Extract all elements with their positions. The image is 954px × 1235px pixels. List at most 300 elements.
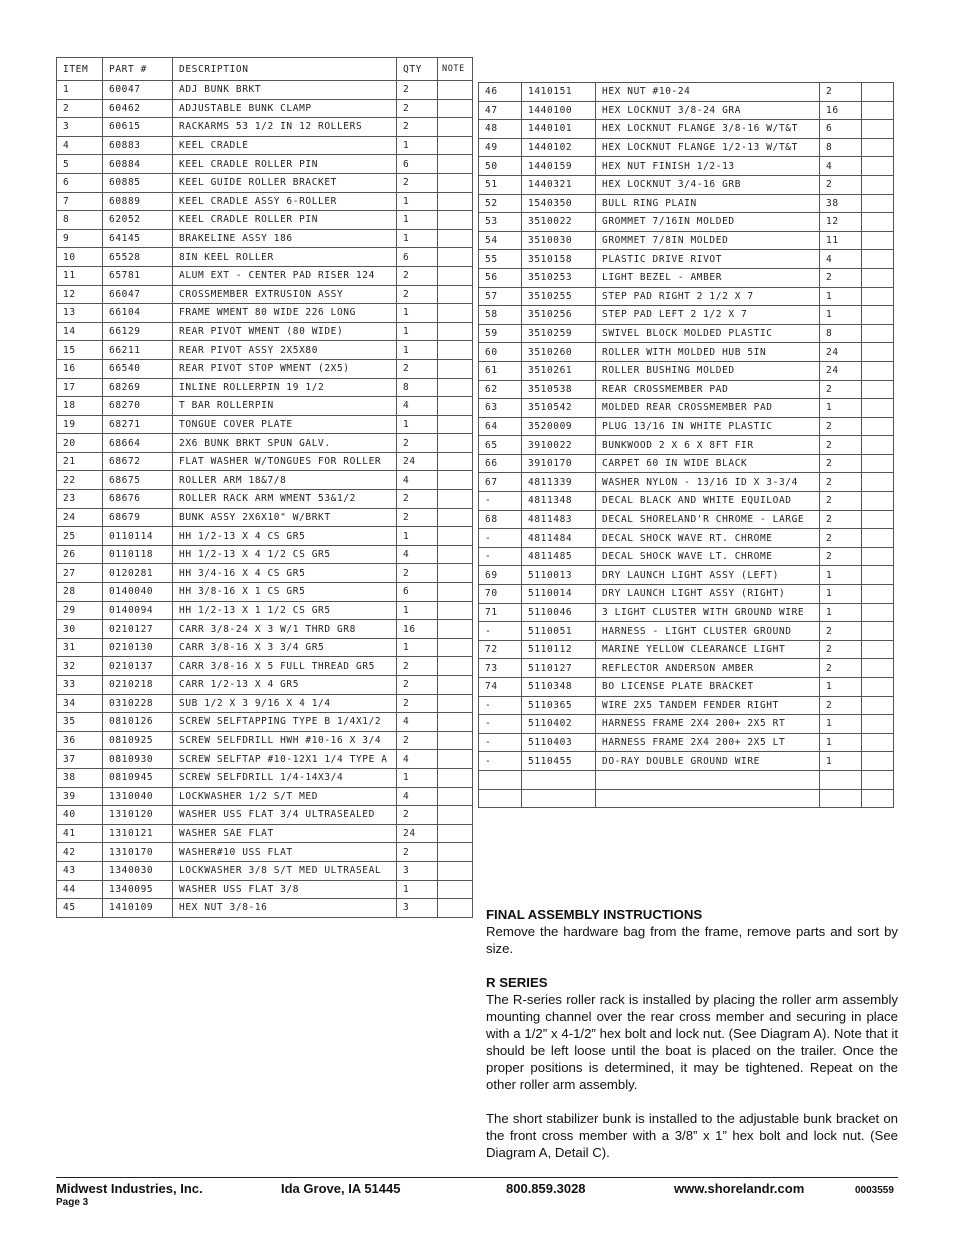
- item-cell: 45: [57, 899, 103, 918]
- note-cell: [862, 399, 894, 418]
- qty-cell: 1: [397, 229, 438, 248]
- table-row: [57, 527, 473, 546]
- note-cell: [862, 380, 894, 399]
- qty-cell: 11: [820, 231, 862, 250]
- part-number-cell: 3510542: [522, 399, 596, 418]
- description-cell: HARNESS FRAME 2X4 200+ 2X5 RT: [596, 715, 820, 734]
- qty-cell: 2: [820, 175, 862, 194]
- qty-cell: 1: [397, 880, 438, 899]
- table-row: [479, 585, 894, 604]
- part-number-cell: 0140094: [103, 601, 173, 620]
- table-row: [479, 770, 894, 789]
- item-cell: -: [479, 715, 522, 734]
- item-cell: -: [479, 752, 522, 771]
- qty-cell: 1: [397, 638, 438, 657]
- item-cell: [479, 789, 522, 808]
- part-number-cell: 68271: [103, 415, 173, 434]
- qty-cell: 2: [397, 508, 438, 527]
- item-cell: -: [479, 492, 522, 511]
- qty-cell: 4: [397, 545, 438, 564]
- description-cell: RACKARMS 53 1/2 IN 12 ROLLERS: [173, 118, 397, 137]
- note-cell: [862, 231, 894, 250]
- description-cell: PLUG 13/16 IN WHITE PLASTIC: [596, 417, 820, 436]
- description-cell: KEEL GUIDE ROLLER BRACKET: [173, 173, 397, 192]
- qty-cell: 1: [397, 322, 438, 341]
- qty-cell: 4: [397, 713, 438, 732]
- part-number-cell: 5110051: [522, 622, 596, 641]
- table-row: [57, 694, 473, 713]
- table-row: [479, 343, 894, 362]
- description-cell: HH 1/2-13 X 1 1/2 CS GR5: [173, 601, 397, 620]
- description-cell: BRAKELINE ASSY 186: [173, 229, 397, 248]
- description-cell: SCREW SELFDRILL HWH #10-16 X 3/4: [173, 731, 397, 750]
- description-cell: HEX LOCKNUT FLANGE 1/2-13 W/T&T: [596, 138, 820, 157]
- qty-cell: 2: [397, 266, 438, 285]
- part-number-cell: 4811348: [522, 492, 596, 511]
- item-cell: 49: [479, 138, 522, 157]
- description-cell: SWIVEL BLOCK MOLDED PLASTIC: [596, 324, 820, 343]
- table-row: [57, 583, 473, 602]
- item-cell: 29: [57, 601, 103, 620]
- part-number-cell: 5110046: [522, 603, 596, 622]
- table-row: [57, 434, 473, 453]
- description-cell: REAR PIVOT ASSY 2X5X80: [173, 341, 397, 360]
- item-cell: 25: [57, 527, 103, 546]
- note-cell: [862, 120, 894, 139]
- note-cell: [438, 620, 473, 639]
- description-cell: [596, 770, 820, 789]
- note-cell: [862, 473, 894, 492]
- qty-cell: [820, 789, 862, 808]
- note-cell: [862, 640, 894, 659]
- item-cell: 39: [57, 787, 103, 806]
- header-note: NOTE: [438, 58, 473, 81]
- part-number-cell: 3510253: [522, 268, 596, 287]
- part-number-cell: 3510260: [522, 343, 596, 362]
- note-cell: [438, 397, 473, 416]
- note-cell: [438, 341, 473, 360]
- note-cell: [438, 490, 473, 509]
- table-row: [479, 510, 894, 529]
- note-cell: [862, 585, 894, 604]
- qty-cell: 2: [820, 454, 862, 473]
- description-cell: CARPET 60 IN WIDE BLACK: [596, 454, 820, 473]
- table-row: [479, 361, 894, 380]
- r-series-paragraph-2: The short stabilizer bunk is installed to the adjustable bunk bracket on the front cross member with a 3/8” x 1” hex bolt and lock nut. (See Diagram A, Detail C).: [486, 1111, 898, 1160]
- item-cell: 14: [57, 322, 103, 341]
- table-row: [57, 843, 473, 862]
- note-cell: [438, 508, 473, 527]
- note-cell: [438, 824, 473, 843]
- note-cell: [438, 248, 473, 267]
- part-number-cell: 0210137: [103, 657, 173, 676]
- table-row: [479, 287, 894, 306]
- part-number-cell: 0310228: [103, 694, 173, 713]
- part-number-cell: 3510255: [522, 287, 596, 306]
- description-cell: WASHER USS FLAT 3/8: [173, 880, 397, 899]
- qty-cell: 8: [397, 378, 438, 397]
- item-cell: 5: [57, 155, 103, 174]
- part-number-cell: 66540: [103, 359, 173, 378]
- table-row: [479, 436, 894, 455]
- description-cell: DECAL SHOCK WAVE LT. CHROME: [596, 547, 820, 566]
- parts-table-left: [56, 57, 473, 918]
- table-row: [57, 118, 473, 137]
- item-cell: 8: [57, 211, 103, 230]
- qty-cell: 4: [397, 471, 438, 490]
- qty-cell: 1: [397, 601, 438, 620]
- item-cell: 38: [57, 768, 103, 787]
- qty-cell: 38: [820, 194, 862, 213]
- table-row: [479, 417, 894, 436]
- qty-cell: 16: [397, 620, 438, 639]
- note-cell: [438, 676, 473, 695]
- table-row: [479, 678, 894, 697]
- note-cell: [438, 99, 473, 118]
- item-cell: 47: [479, 101, 522, 120]
- part-number-cell: 1310120: [103, 806, 173, 825]
- note-cell: [862, 529, 894, 548]
- table-row: [479, 175, 894, 194]
- note-cell: [862, 361, 894, 380]
- description-cell: INLINE ROLLERPIN 19 1/2: [173, 378, 397, 397]
- description-cell: LOCKWASHER 1/2 S/T MED: [173, 787, 397, 806]
- description-cell: 3 LIGHT CLUSTER WITH GROUND WIRE: [596, 603, 820, 622]
- description-cell: CARR 3/8-16 X 3 3/4 GR5: [173, 638, 397, 657]
- part-number-cell: 3510259: [522, 324, 596, 343]
- qty-cell: 4: [397, 787, 438, 806]
- note-cell: [862, 324, 894, 343]
- part-number-cell: 0120281: [103, 564, 173, 583]
- note-cell: [862, 715, 894, 734]
- part-number-cell: 1540350: [522, 194, 596, 213]
- item-cell: 22: [57, 471, 103, 490]
- qty-cell: 2: [397, 99, 438, 118]
- item-cell: 16: [57, 359, 103, 378]
- part-number-cell: 68672: [103, 452, 173, 471]
- note-cell: [438, 527, 473, 546]
- item-cell: 50: [479, 157, 522, 176]
- note-cell: [862, 417, 894, 436]
- item-cell: 19: [57, 415, 103, 434]
- assembly-instructions: [486, 906, 898, 1178]
- qty-cell: 12: [820, 213, 862, 232]
- table-row: [57, 397, 473, 416]
- table-row: [57, 490, 473, 509]
- table-row: [479, 752, 894, 771]
- description-cell: SCREW SELFTAP #10-12X1 1/4 TYPE A: [173, 750, 397, 769]
- table-row: [57, 731, 473, 750]
- item-cell: 70: [479, 585, 522, 604]
- description-cell: LOCKWASHER 3/8 S/T MED ULTRASEAL: [173, 861, 397, 880]
- item-cell: -: [479, 733, 522, 752]
- description-cell: CARR 1/2-13 X 4 GR5: [173, 676, 397, 695]
- part-number-cell: 1310121: [103, 824, 173, 843]
- qty-cell: 2: [397, 694, 438, 713]
- item-cell: 69: [479, 566, 522, 585]
- description-cell: BO LICENSE PLATE BRACKET: [596, 678, 820, 697]
- part-number-cell: 60615: [103, 118, 173, 137]
- table-row: [479, 101, 894, 120]
- qty-cell: 1: [820, 752, 862, 771]
- note-cell: [438, 173, 473, 192]
- description-cell: HEX NUT 3/8-16: [173, 899, 397, 918]
- part-number-cell: 60885: [103, 173, 173, 192]
- qty-cell: 6: [820, 120, 862, 139]
- note-cell: [862, 678, 894, 697]
- qty-cell: 1: [820, 399, 862, 418]
- description-cell: GROMMET 7/8IN MOLDED: [596, 231, 820, 250]
- description-cell: DO-RAY DOUBLE GROUND WIRE: [596, 752, 820, 771]
- note-cell: [438, 471, 473, 490]
- r-series-title: R SERIES: [486, 975, 548, 990]
- header-description: DESCRIPTION: [173, 58, 397, 81]
- note-cell: [862, 306, 894, 325]
- qty-cell: 24: [820, 343, 862, 362]
- description-cell: WIRE 2X5 TANDEM FENDER RIGHT: [596, 696, 820, 715]
- description-cell: KEEL CRADLE ASSY 6-ROLLER: [173, 192, 397, 211]
- part-number-cell: 0210218: [103, 676, 173, 695]
- qty-cell: 1: [397, 527, 438, 546]
- part-number-cell: 0210127: [103, 620, 173, 639]
- note-cell: [862, 287, 894, 306]
- note-cell: [438, 192, 473, 211]
- item-cell: 62: [479, 380, 522, 399]
- item-cell: 9: [57, 229, 103, 248]
- header-qty: QTY: [397, 58, 438, 81]
- item-cell: 30: [57, 620, 103, 639]
- part-number-cell: 5110112: [522, 640, 596, 659]
- item-cell: 43: [57, 861, 103, 880]
- description-cell: DRY LAUNCH LIGHT ASSY (RIGHT): [596, 585, 820, 604]
- item-cell: 65: [479, 436, 522, 455]
- item-cell: 66: [479, 454, 522, 473]
- note-cell: [438, 657, 473, 676]
- item-cell: 52: [479, 194, 522, 213]
- item-cell: 21: [57, 452, 103, 471]
- part-number-cell: 3510158: [522, 250, 596, 269]
- item-cell: 10: [57, 248, 103, 267]
- note-cell: [438, 731, 473, 750]
- qty-cell: 1: [820, 585, 862, 604]
- description-cell: REAR PIVOT STOP WMENT (2X5): [173, 359, 397, 378]
- description-cell: STEP PAD RIGHT 2 1/2 X 7: [596, 287, 820, 306]
- part-number-cell: 68269: [103, 378, 173, 397]
- qty-cell: 2: [397, 285, 438, 304]
- part-number-cell: 3510538: [522, 380, 596, 399]
- item-cell: 56: [479, 268, 522, 287]
- part-number-cell: 66129: [103, 322, 173, 341]
- table-row: [57, 750, 473, 769]
- table-row: [57, 880, 473, 899]
- description-cell: REFLECTOR ANDERSON AMBER: [596, 659, 820, 678]
- table-row: [479, 268, 894, 287]
- description-cell: REAR CROSSMEMBER PAD: [596, 380, 820, 399]
- item-cell: 20: [57, 434, 103, 453]
- part-number-cell: 60883: [103, 136, 173, 155]
- description-cell: ROLLER BUSHING MOLDED: [596, 361, 820, 380]
- note-cell: [438, 452, 473, 471]
- table-row: [479, 120, 894, 139]
- description-cell: KEEL CRADLE ROLLER PIN: [173, 211, 397, 230]
- table-row: [57, 359, 473, 378]
- table-row: [57, 657, 473, 676]
- description-cell: HEX LOCKNUT FLANGE 3/8-16 W/T&T: [596, 120, 820, 139]
- qty-cell: 1: [820, 678, 862, 697]
- description-cell: GROMMET 7/16IN MOLDED: [596, 213, 820, 232]
- qty-cell: 2: [820, 268, 862, 287]
- part-number-cell: 4811339: [522, 473, 596, 492]
- item-cell: 60: [479, 343, 522, 362]
- table-row: [479, 529, 894, 548]
- part-number-cell: 68679: [103, 508, 173, 527]
- item-cell: 35: [57, 713, 103, 732]
- description-cell: [596, 789, 820, 808]
- part-number-cell: 65781: [103, 266, 173, 285]
- item-cell: 53: [479, 213, 522, 232]
- description-cell: SUB 1/2 X 3 9/16 X 4 1/4: [173, 694, 397, 713]
- item-cell: 68: [479, 510, 522, 529]
- footer-city: Ida Grove, IA 51445: [281, 1181, 401, 1196]
- note-cell: [438, 638, 473, 657]
- note-cell: [438, 155, 473, 174]
- note-cell: [438, 768, 473, 787]
- qty-cell: 2: [820, 417, 862, 436]
- item-cell: 74: [479, 678, 522, 697]
- note-cell: [438, 285, 473, 304]
- qty-cell: 6: [397, 155, 438, 174]
- part-number-cell: 1440100: [522, 101, 596, 120]
- note-cell: [862, 268, 894, 287]
- note-cell: [862, 696, 894, 715]
- qty-cell: 1: [397, 304, 438, 323]
- description-cell: HH 1/2-13 X 4 CS GR5: [173, 527, 397, 546]
- qty-cell: 2: [397, 657, 438, 676]
- table-row: [479, 492, 894, 511]
- table-row: [479, 324, 894, 343]
- part-number-cell: [522, 770, 596, 789]
- description-cell: HH 3/8-16 X 1 CS GR5: [173, 583, 397, 602]
- item-cell: 31: [57, 638, 103, 657]
- table-row: [479, 399, 894, 418]
- table-row: [57, 601, 473, 620]
- qty-cell: 3: [397, 899, 438, 918]
- description-cell: DRY LAUNCH LIGHT ASSY (LEFT): [596, 566, 820, 585]
- table-row: [57, 248, 473, 267]
- qty-cell: 6: [397, 583, 438, 602]
- description-cell: CARR 3/8-16 X 5 FULL THREAD GR5: [173, 657, 397, 676]
- note-cell: [438, 806, 473, 825]
- qty-cell: 2: [820, 696, 862, 715]
- qty-cell: 1: [397, 192, 438, 211]
- note-cell: [862, 492, 894, 511]
- qty-cell: 1: [397, 768, 438, 787]
- qty-cell: 1: [397, 211, 438, 230]
- note-cell: [438, 211, 473, 230]
- part-number-cell: 3910170: [522, 454, 596, 473]
- table-row: [479, 306, 894, 325]
- table-row: [57, 322, 473, 341]
- item-cell: [479, 770, 522, 789]
- part-number-cell: 5110402: [522, 715, 596, 734]
- qty-cell: [820, 770, 862, 789]
- item-cell: 18: [57, 397, 103, 416]
- table-row: [57, 81, 473, 100]
- description-cell: MARINE YELLOW CLEARANCE LIGHT: [596, 640, 820, 659]
- item-cell: 40: [57, 806, 103, 825]
- footer-doc-number: 0003559: [855, 1185, 894, 1196]
- part-number-cell: 5110403: [522, 733, 596, 752]
- part-number-cell: 0110114: [103, 527, 173, 546]
- qty-cell: 2: [820, 659, 862, 678]
- item-cell: -: [479, 622, 522, 641]
- table-row: [57, 452, 473, 471]
- note-cell: [862, 101, 894, 120]
- table-row: [57, 787, 473, 806]
- table-row: [57, 861, 473, 880]
- description-cell: HARNESS - LIGHT CLUSTER GROUND: [596, 622, 820, 641]
- qty-cell: 1: [820, 603, 862, 622]
- qty-cell: 2: [820, 510, 862, 529]
- note-cell: [862, 250, 894, 269]
- note-cell: [862, 547, 894, 566]
- qty-cell: 2: [820, 547, 862, 566]
- description-cell: ROLLER RACK ARM WMENT 53&1/2: [173, 490, 397, 509]
- instructions-intro: Remove the hardware bag from the frame, remove parts and sort by size.: [486, 924, 898, 956]
- item-cell: 51: [479, 175, 522, 194]
- part-number-cell: 0810925: [103, 731, 173, 750]
- footer-website: www.shorelandr.com: [674, 1181, 805, 1196]
- qty-cell: 24: [397, 452, 438, 471]
- item-cell: 28: [57, 583, 103, 602]
- note-cell: [862, 770, 894, 789]
- table-row: [479, 547, 894, 566]
- qty-cell: 4: [397, 750, 438, 769]
- qty-cell: 2: [820, 436, 862, 455]
- part-number-cell: 0140040: [103, 583, 173, 602]
- part-number-cell: 1410151: [522, 83, 596, 102]
- note-cell: [438, 899, 473, 918]
- item-cell: -: [479, 547, 522, 566]
- description-cell: HEX NUT #10-24: [596, 83, 820, 102]
- part-number-cell: 60462: [103, 99, 173, 118]
- description-cell: SCREW SELFDRILL 1/4-14X3/4: [173, 768, 397, 787]
- description-cell: LIGHT BEZEL - AMBER: [596, 268, 820, 287]
- table-row: [57, 713, 473, 732]
- item-cell: 46: [479, 83, 522, 102]
- note-cell: [862, 343, 894, 362]
- item-cell: 27: [57, 564, 103, 583]
- part-number-cell: 60889: [103, 192, 173, 211]
- part-number-cell: 1310170: [103, 843, 173, 862]
- qty-cell: 1: [397, 415, 438, 434]
- item-cell: 33: [57, 676, 103, 695]
- part-number-cell: 5110013: [522, 566, 596, 585]
- description-cell: ADJ BUNK BRKT: [173, 81, 397, 100]
- qty-cell: 2: [820, 492, 862, 511]
- description-cell: PLASTIC DRIVE RIVOT: [596, 250, 820, 269]
- table-row: [479, 213, 894, 232]
- item-cell: 63: [479, 399, 522, 418]
- item-cell: 54: [479, 231, 522, 250]
- qty-cell: 2: [397, 118, 438, 137]
- description-cell: ALUM EXT - CENTER PAD RISER 124: [173, 266, 397, 285]
- qty-cell: 4: [820, 157, 862, 176]
- description-cell: HEX NUT FINISH 1/2-13: [596, 157, 820, 176]
- qty-cell: 1: [820, 566, 862, 585]
- table-row: [57, 304, 473, 323]
- item-cell: 55: [479, 250, 522, 269]
